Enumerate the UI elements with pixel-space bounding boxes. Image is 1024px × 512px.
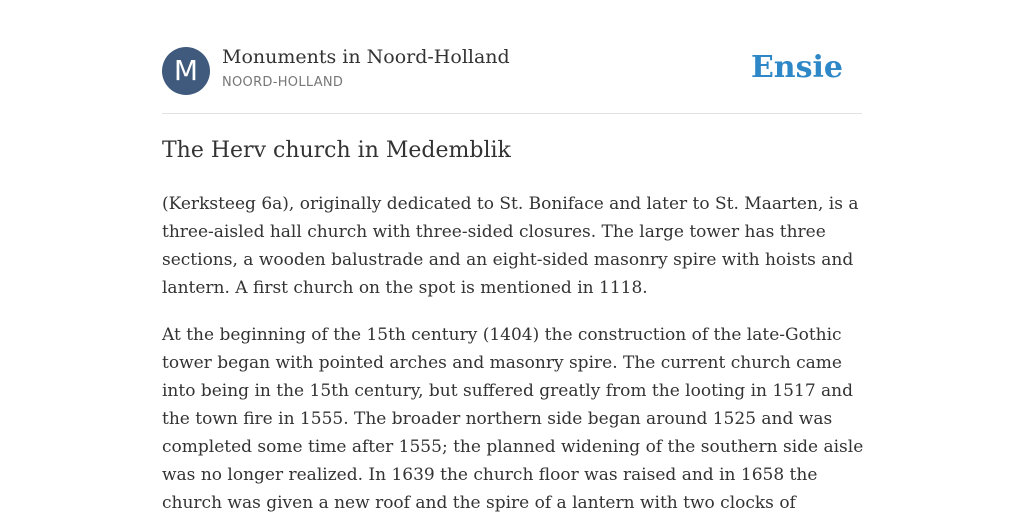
paragraph-2-line: church was given a new roof and the spire of a lantern with two clocks of [162, 493, 796, 512]
paragraph-1-line: lantern. A first church on the spot is mentioned in 1118. [162, 278, 648, 298]
paragraph-2-line: tower began with pointed arches and masonry spire. The current church came [162, 353, 842, 373]
ensie-logo[interactable]: Ensie [750, 50, 843, 85]
paragraph-2-line: was no longer realized. In 1639 the church floor was raised and in 1658 the [162, 465, 818, 485]
paragraph-2-line: At the beginning of the 15th century (1404) the construction of the late-Gothic [162, 325, 842, 345]
avatar[interactable]: M [162, 47, 210, 95]
paragraph-1-line: (Kerksteeg 6a), originally dedicated to St. Boniface and later to St. Maarten, is a [162, 194, 859, 214]
paragraph-2-line: into being in the 15th century, but suffered greatly from the looting in 1517 and [162, 381, 853, 401]
article-body [162, 190, 862, 512]
article-title: The Herv church in Medemblik [162, 138, 511, 163]
site-header [162, 46, 862, 96]
paragraph-1-line: three-aisled hall church with three-sided closures. The large tower has three [162, 222, 826, 242]
site-subtitle[interactable]: NOORD-HOLLAND [222, 75, 344, 90]
paragraph-2-line: the town fire in 1555. The broader northern side began around 1525 and was [162, 409, 833, 429]
site-title[interactable]: Monuments in Noord-Holland [222, 46, 510, 68]
header-divider [162, 113, 862, 114]
paragraph-1-line: sections, a wooden balustrade and an eight-sided masonry spire with hoists and [162, 250, 854, 270]
paragraph-2-line: completed some time after 1555; the planned widening of the southern side aisle [162, 437, 864, 457]
paragraph-gap [162, 302, 862, 321]
